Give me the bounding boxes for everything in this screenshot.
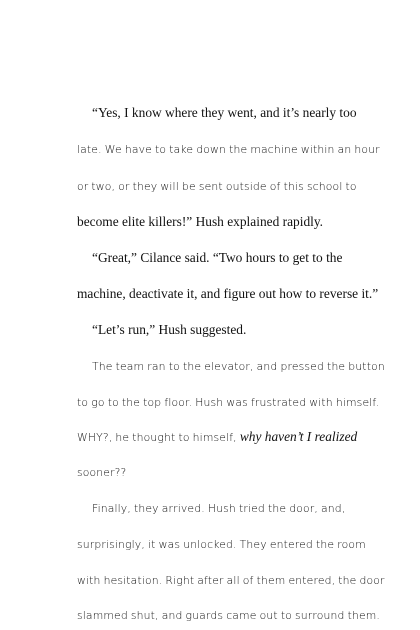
paragraph-line: Finally, they arrived. Hush tried the door, and, xyxy=(92,502,346,515)
paragraph-line xyxy=(77,428,357,446)
paragraph-line: sooner?? xyxy=(77,466,127,479)
paragraph-line: become elite killers!” Hush explained rapidly. xyxy=(77,214,324,229)
paragraph-line: surprisingly, it was unlocked. They entered the room xyxy=(77,538,366,551)
paragraph-line: The team ran to the elevator, and pressed the button xyxy=(92,360,385,373)
italic-thought: why haven’t I realized xyxy=(239,429,358,444)
paragraph-line: late. We have to take down the machine within an hour xyxy=(77,143,380,156)
paragraph-line: or two, or they will be sent outside of this school to xyxy=(77,180,357,193)
paragraph-line: slammed shut, and guards came out to surround them. xyxy=(77,609,380,622)
paragraph-line: machine, deactivate it, and figure out how to reverse it.” xyxy=(77,286,379,301)
paragraph-line: “Great,” Cilance said. “Two hours to get to the xyxy=(92,250,343,265)
line-segment: WHY?, he thought to himself, xyxy=(77,431,240,444)
paragraph-line: “Let’s run,” Hush suggested. xyxy=(92,322,247,337)
paragraph-line: with hesitation. Right after all of them entered, the door xyxy=(77,574,385,587)
paragraph-line: to go to the top floor. Hush was frustrated with himself. xyxy=(77,396,380,409)
paragraph-line: “Yes, I know where they went, and it’s nearly too xyxy=(92,105,357,120)
